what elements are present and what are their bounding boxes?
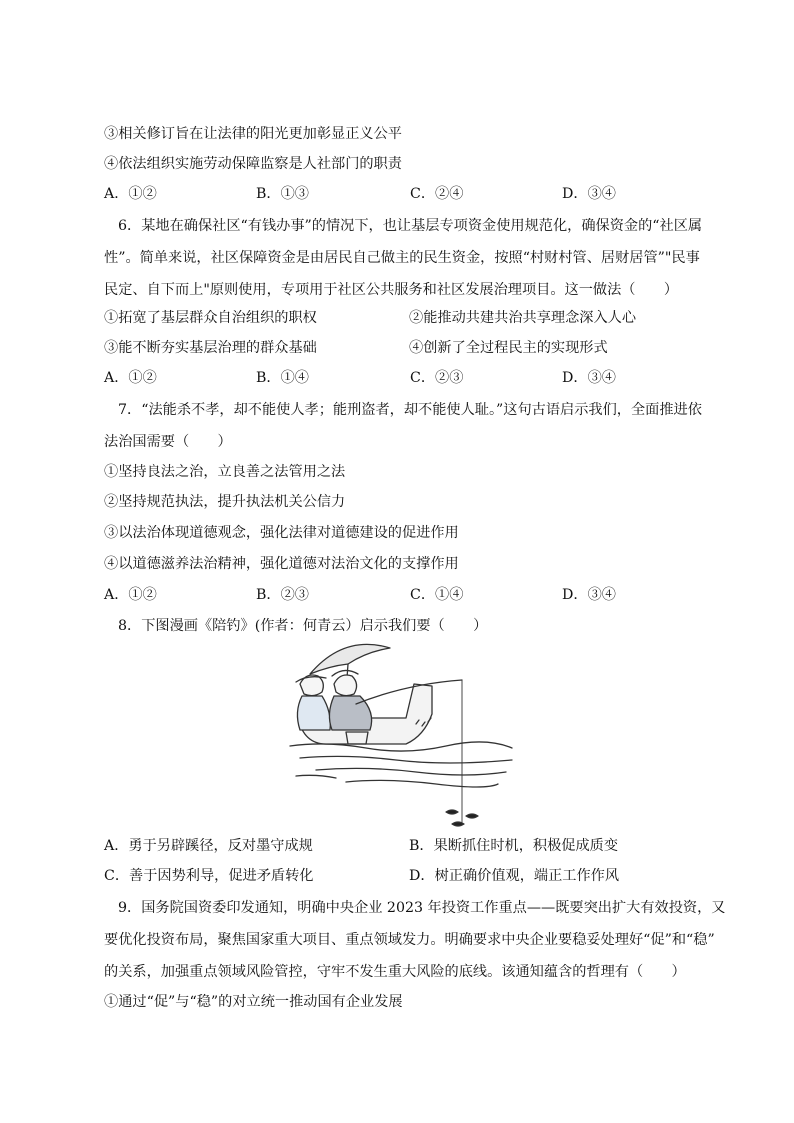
q6-stem-line-2: 性”。简单来说，社区保障资金是由居民自己做主的民生资金，按照“村财村管、居财居管”"民事 xyxy=(104,250,700,266)
q5-option-4: ④依法组织实施劳动保障监察是人社部门的职责 xyxy=(104,156,402,172)
q7-choice-d: D．③④ xyxy=(562,587,616,603)
q9-stem-line-3: 的关系，加强重点领域风险管控，守牢不发生重大风险的底线。该通知蕴含的哲理有（ ） xyxy=(104,964,686,980)
q5-choice-b: B．①③ xyxy=(256,186,309,202)
q7-option-2: ②坚持规范执法，提升执法机关公信力 xyxy=(104,494,346,510)
q7-option-1: ①坚持良法之治，立良善之法管用之法 xyxy=(104,464,346,480)
q5-choice-a: A．①② xyxy=(104,186,157,202)
q7-stem-line-2: 法治国需要（ ） xyxy=(104,434,232,450)
q6-option-4: ④创新了全过程民主的实现形式 xyxy=(409,340,608,356)
q9-option-1: ①通过“促”与“稳”的对立统一推动国有企业发展 xyxy=(104,994,403,1010)
q5-choices xyxy=(104,184,704,204)
q8-choice-a: A．勇于另辟蹊径，反对墨守成规 xyxy=(104,838,313,854)
q6-choice-d: D．③④ xyxy=(562,370,616,386)
q6-stem-line-3: 民定、自下而上"原则使用，专项用于社区公共服务和社区发展治理项目。这一做法（ ） xyxy=(104,282,679,298)
q5-option-3: ③相关修订旨在让法律的阳光更加彰显正义公平 xyxy=(104,126,402,142)
q6-option-1: ①拓宽了基层群众自治组织的职权 xyxy=(104,310,317,326)
q7-choice-b: B．②③ xyxy=(256,587,309,603)
q5-choice-d: D．③④ xyxy=(562,186,616,202)
q6-option-2: ②能推动共建共治共享理念深入人心 xyxy=(409,310,637,326)
q7-option-3: ③以法治体现道德观念，强化法律对道德建设的促进作用 xyxy=(104,525,459,541)
q5-choice-c: C．②④ xyxy=(410,186,464,202)
q7-stem-line-1: 7．“法能杀不孝，却不能使人孝；能刑盗者，却不能使人耻。”这句古语启示我们，全面推进依 xyxy=(118,402,702,418)
q8-stem: 8．下图漫画《陪钓》(作者：何青云）启示我们要（ ） xyxy=(118,618,488,634)
q6-option-3: ③能不断夯实基层治理的群众基础 xyxy=(104,340,317,356)
q6-choice-a: A．①② xyxy=(104,370,157,386)
q6-choice-b: B．①④ xyxy=(256,370,309,386)
q8-choice-b: B．果断抓住时机，积极促成质变 xyxy=(409,838,619,854)
q7-choices xyxy=(104,585,704,605)
q9-stem-line-2: 要优化投资布局，聚焦国家重大项目、重点领域发力。明确要求中央企业要稳妥处理好“促”和“稳” xyxy=(104,932,715,948)
q6-choice-c: C．②③ xyxy=(410,370,464,386)
q7-choice-c: C．①④ xyxy=(410,587,464,603)
q9-stem-line-1: 9．国务院国资委印发通知，明确中央企业 2023 年投资工作重点——既要突出扩大有效投资，又 xyxy=(118,900,726,916)
q6-stem-line-1: 6．某地在确保社区“有钱办事”的情况下，也让基层专项资金使用规范化，确保资金的“社区属 xyxy=(118,218,703,234)
fishing-cartoon xyxy=(286,626,516,830)
q8-choice-c: C．善于因势利导，促进矛盾转化 xyxy=(104,868,314,884)
q7-choice-a: A．①② xyxy=(104,587,157,603)
q7-option-4: ④以道德滋养法治精神，强化道德对法治文化的支撑作用 xyxy=(104,556,459,572)
q8-choice-d: D．树正确价值观，端正工作作风 xyxy=(409,868,620,884)
q6-choices xyxy=(104,368,704,388)
